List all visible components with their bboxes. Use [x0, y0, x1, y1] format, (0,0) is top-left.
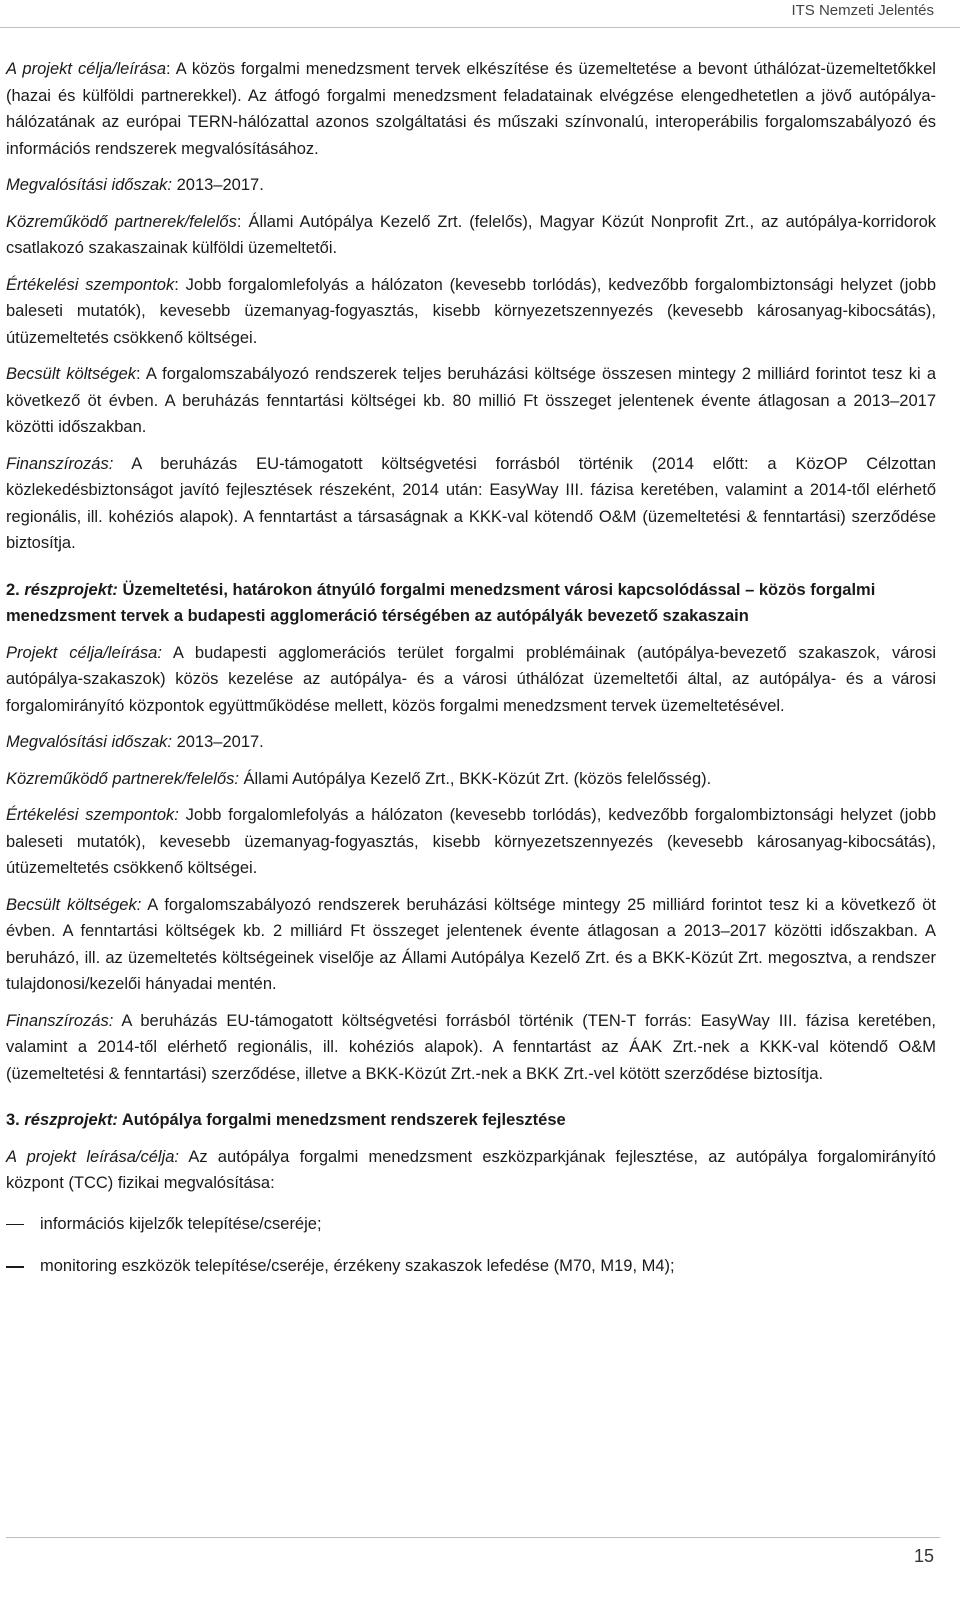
section-heading-3	[6, 1107, 936, 1134]
paragraph-funding-2	[6, 1008, 936, 1088]
paragraph-period-1	[6, 172, 936, 199]
paragraph-evaluation-1	[6, 272, 936, 352]
page-number: 15	[913, 1546, 934, 1566]
paragraph-costs-2	[6, 892, 936, 998]
section-title: Üzemeltetési, határokon átnyúló forgalmi menedzsment városi kapcsolódással – közös forgalmi menedzsment tervek a budapesti agglomeráció térségében az autópályák bevezető szakaszain	[6, 580, 876, 625]
field-text: Az autópálya forgalmi menedzsment eszközparkjának fejlesztése, az autópálya forgalomirányító központ (TCC) fizikai megvalósítása:	[6, 1147, 936, 1192]
field-label: Értékelési szempontok	[6, 275, 175, 294]
field-separator: :	[136, 365, 141, 383]
list-item	[6, 1211, 936, 1238]
list-item-text: monitoring eszközök telepítése/cseréje, érzékeny szakaszok lefedése (M70, M19, M4);	[40, 1257, 675, 1275]
paragraph-funding-1	[6, 451, 936, 557]
field-separator: :	[236, 212, 242, 231]
paragraph-project-goal-2	[6, 640, 936, 720]
list-item-text: információs kijelzők telepítése/cseréje;	[40, 1214, 322, 1233]
header-rule	[0, 27, 960, 28]
paragraph-evaluation-2	[6, 802, 936, 882]
field-label: Közreműködő partnerek/felelős:	[6, 769, 239, 788]
field-label: Finanszírozás:	[6, 454, 114, 473]
field-text: 2013–2017.	[172, 733, 264, 751]
page-header	[0, 0, 960, 28]
dash-bullet-icon	[6, 1224, 24, 1226]
section-gap	[6, 567, 936, 577]
section-heading-2	[6, 577, 936, 630]
list-item	[6, 1253, 936, 1280]
paragraph-period-2	[6, 729, 936, 756]
field-text: Jobb forgalomlefolyás a hálózaton (kevesebb torlódás), kedvezőbb forgalombiztonsági helyzet (jobb baleseti mutatók), kevesebb üzemanyag-fogyasztás, kisebb környezetszennyezés (kevesebb károsanyag-kibocsátás), útüzemeltetés csökkenő költségei.	[6, 275, 936, 347]
field-label: Értékelési szempontok:	[6, 806, 179, 824]
field-label: Projekt célja/leírása:	[6, 643, 162, 662]
paragraph-costs-1	[6, 361, 936, 441]
field-label: Megvalósítási időszak	[6, 176, 168, 194]
field-text: A forgalomszabályozó rendszerek beruházási költsége mintegy 25 milliárd forintot tesz ki a következő öt évben. A fenntartási költségek kb. 2 milliárd Ft összeget jelentenek évente átlagosan a 2013–2017 közötti időszakban. A beruházó, ill. az üzemeltetés költségeinek viselője az Állami Autópálya Kezelő Zrt. és a BKK-Közút Zrt. megosztva, a rendszer tulajdonosi/kezelői hányadai mentén.	[6, 895, 936, 993]
field-text: Állami Autópálya Kezelő Zrt., BKK-Közút Zrt. (közös felelősség).	[238, 769, 712, 788]
section-number: 3.	[6, 1111, 20, 1129]
field-text: A közös forgalmi menedzsment tervek elkészítése és üzemeltetése a bevont úthálózat-üzemeltetőkkel (hazai és külföldi partnerekkel). Az átfogó forgalmi menedzsment feladatainak elvégzése elengedhetetlen a jövő autópálya-hálózatának az európai TERN-hálózattal azonos szolgáltatási és műszaki színvonalú, interoperábilis forgalomszabályozó és információs rendszerek megvalósításához.	[6, 60, 936, 158]
field-text: 2013–2017.	[172, 176, 264, 194]
field-label: Finanszírozás:	[6, 1011, 114, 1030]
field-text: Állami Autópálya Kezelő Zrt. (felelős), Magyar Közút Nonprofit Zrt., az autópálya-korridorok csatlakozó szakaszainak külföldi üzemeltetői.	[6, 212, 936, 257]
field-text: A forgalomszabályozó rendszerek teljes beruházási költsége összesen mintegy 2 milliárd forintot tesz ki a következő öt évben. A beruházás fenntartási költségei kb. 80 millió Ft összeget jelentenek évente átlagosan a 2013–2017 közötti időszakban.	[6, 365, 936, 436]
field-separator: :	[166, 60, 171, 78]
paragraph-project-goal-1	[6, 56, 936, 162]
field-label: A projekt célja/leírása	[6, 60, 167, 78]
section-gap	[6, 1097, 936, 1107]
field-text: A beruházás EU-támogatott költségvetési forrásból történik (TEN-T forrás: EasyWay III. fázisa keretében, valamint a 2014-től elérhető regionális, ill. kohéziós alapok). A fenntartást az ÁAK Zrt.-nek a KKK-val kötendő O&M (üzemeltetési & fenntartási) szerződése, illetve a BKK-Közút Zrt.-nek a BKK Zrt.-vel kötött szerződése biztosítja.	[6, 1011, 936, 1083]
paragraph-partners-2	[6, 766, 936, 793]
section-title: Autópálya forgalmi menedzsment rendszerek fejlesztése	[121, 1111, 566, 1129]
field-separator: :	[174, 275, 179, 294]
section-number: 2.	[6, 580, 20, 599]
dash-bullet-icon	[6, 1266, 24, 1268]
page-content	[6, 56, 936, 1296]
footer-rule	[6, 1537, 940, 1538]
field-text: A beruházás EU-támogatott költségvetési forrásból történik (2014 előtt: a KözOP Célzottan közlekedésbiztonságot javító fejlesztések részeként, 2014 után: EasyWay III. fázisa keretében, valamint a 2014-től elérhető regionális, ill. kohéziós alapok). A fenntartást a társaságnak a KKK-val kötendő O&M (üzemeltetési & fenntartási) szerződése biztosítja.	[6, 454, 936, 552]
field-label: Megvalósítási időszak:	[6, 733, 172, 751]
field-label: Becsült költségek:	[6, 895, 142, 914]
field-label: A projekt leírása/célja:	[6, 1147, 179, 1166]
bullet-list	[6, 1211, 936, 1280]
section-label: részprojekt:	[24, 1111, 118, 1129]
header-title: ITS Nemzeti Jelentés	[791, 2, 934, 19]
field-label: Becsült költségek	[6, 365, 136, 383]
paragraph-partners-1	[6, 209, 936, 262]
field-separator: :	[167, 176, 173, 194]
paragraph-project-goal-3	[6, 1144, 936, 1197]
section-label: részprojekt:	[24, 580, 118, 599]
field-text: Jobb forgalomlefolyás a hálózaton (kevesebb torlódás), kedvezőbb forgalombiztonsági helyzet (jobb baleseti mutatók), kevesebb üzemanyag-fogyasztás, kisebb környezetszennyezés (kevesebb károsanyag-kibocsátás), útüzemeltetés csökkenő költségei.	[6, 806, 936, 877]
field-text: A budapesti agglomerációs terület forgalmi problémáinak (autópálya-bevezető szakaszok, városi autópálya-szakaszok) közös kezelése az autópálya- és a városi úthálózat üzemeltetői által, az autópálya- és a városi forgalomirányító központok együttműködése mellett, közös forgalmi menedzsment tervek üzemeltetésével.	[6, 643, 936, 715]
field-label: Közreműködő partnerek/felelős	[6, 212, 237, 231]
